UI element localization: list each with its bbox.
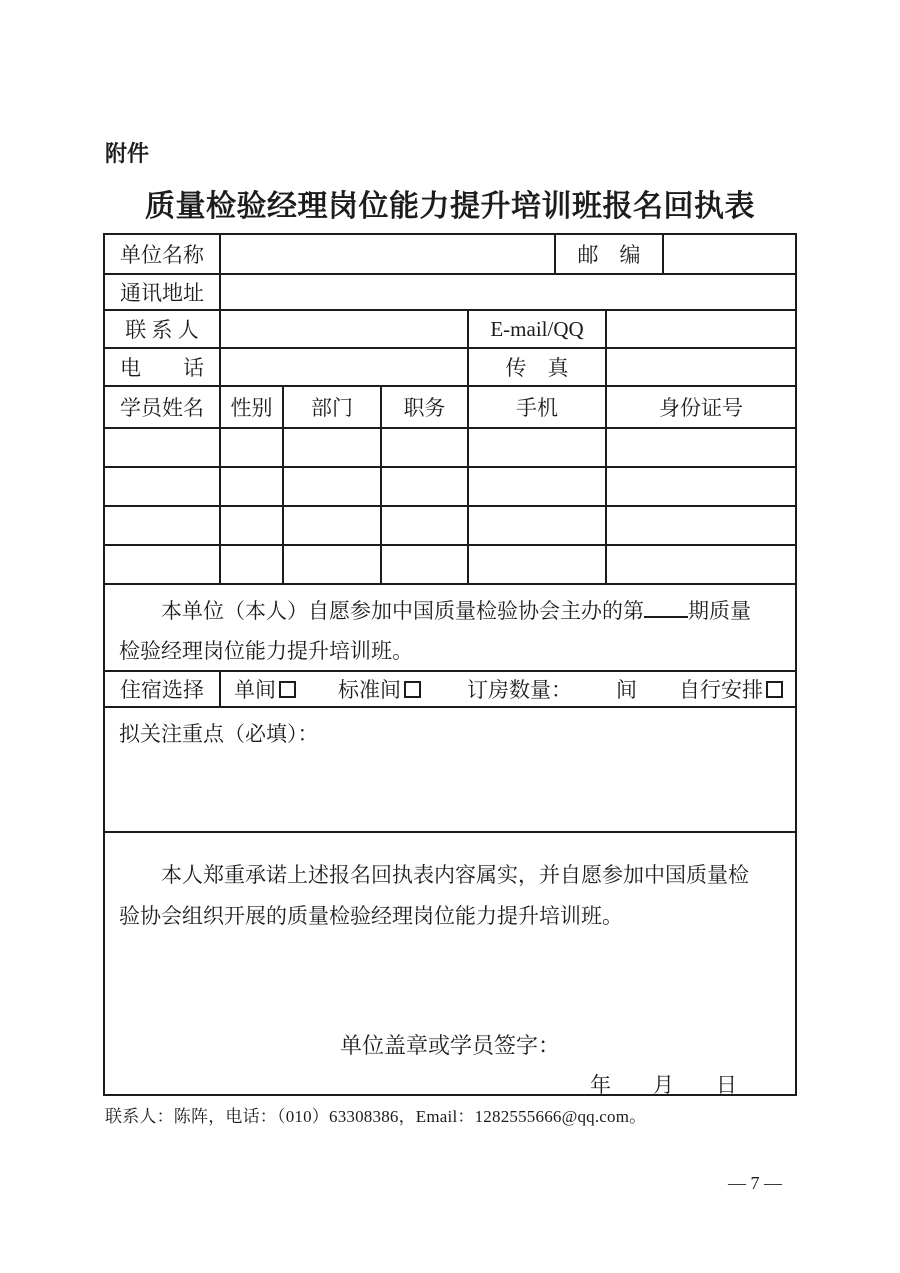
pledge-paragraph (105, 585, 795, 670)
position-header: 职务 (380, 387, 467, 427)
fax-value-cell (605, 349, 795, 385)
postal-code-label: 邮 编 (554, 235, 662, 273)
mobile-cell (467, 429, 605, 466)
id-number-header: 身份证号 (605, 387, 795, 427)
student-header-row (105, 387, 795, 429)
fax-label: 传 真 (467, 349, 605, 385)
student-empty-row (105, 468, 795, 507)
student-name-cell (105, 546, 219, 583)
gender-cell (219, 507, 282, 544)
pledge-text-after-blank: 期质量 (688, 599, 751, 623)
focus-row (105, 708, 795, 833)
id-number-cell (605, 429, 795, 466)
commitment-line-2: 验协会组织开展的质量检验经理岗位能力提升培训班。 (119, 904, 623, 928)
accommodation-label: 住宿选择 (120, 678, 204, 702)
contact-value-cell (219, 311, 467, 347)
postal-code-value-cell (662, 235, 795, 273)
phone-label: 电 话 (120, 356, 204, 380)
id-number-cell (605, 546, 795, 583)
focus-section (105, 708, 795, 831)
gender-cell (219, 546, 282, 583)
commitment-row (105, 833, 795, 1097)
pledge-row (105, 585, 795, 672)
self-arrange-label: 自行安排 (679, 678, 763, 702)
department-cell (282, 429, 380, 466)
student-name-header: 学员姓名 (120, 396, 204, 420)
student-name-cell (105, 429, 219, 466)
address-label: 通讯地址 (120, 281, 204, 305)
address-value-cell (219, 275, 795, 309)
student-empty-row (105, 507, 795, 546)
gender-header: 性别 (219, 387, 282, 427)
position-cell (380, 429, 467, 466)
email-label: E-mail/QQ (467, 311, 605, 347)
mobile-header: 手机 (467, 387, 605, 427)
focus-label: 拟关注重点（必填）： (119, 722, 319, 746)
signature-label: 单位盖章或学员签字： (339, 1033, 560, 1058)
self-arrange-option (679, 674, 783, 704)
booking-quantity-label: 订房数量： (467, 678, 572, 702)
attachment-label: 附件 (105, 142, 150, 167)
department-cell (282, 546, 380, 583)
student-empty-row (105, 546, 795, 585)
single-room-option (234, 674, 296, 704)
commitment-section (105, 833, 795, 1097)
position-cell (380, 546, 467, 583)
mobile-cell (467, 546, 605, 583)
gender-cell (219, 468, 282, 505)
email-value-cell (605, 311, 795, 347)
contact-label: 联 系 人 (125, 318, 199, 342)
self-arrange-checkbox (766, 681, 783, 698)
unit-name-value-cell (219, 235, 554, 273)
id-number-cell (605, 507, 795, 544)
page-number: — 7 — (728, 1173, 782, 1193)
footer-contact-info: 联系人：陈阵，电话：（010）63308386，Email：1282555666@qq.com。 (105, 1107, 647, 1126)
pledge-text-before-blank: 本单位（本人）自愿参加中国质量检验协会主办的第 (161, 599, 644, 623)
row-address (105, 275, 795, 311)
student-empty-row (105, 429, 795, 468)
department-cell (282, 507, 380, 544)
standard-room-option (338, 674, 421, 704)
pledge-line-1 (119, 591, 781, 631)
mobile-cell (467, 507, 605, 544)
room-unit-label: 间 (616, 678, 637, 702)
standard-room-label: 标准间 (338, 678, 401, 702)
row-phone (105, 349, 795, 387)
phone-value-cell (219, 349, 467, 385)
page-title: 质量检验经理岗位能力提升培训班报名回执表 (145, 189, 755, 224)
registration-form-table (103, 233, 797, 1096)
accommodation-row (105, 672, 795, 708)
gender-cell (219, 429, 282, 466)
student-name-cell (105, 507, 219, 544)
row-contact (105, 311, 795, 349)
mobile-cell (467, 468, 605, 505)
accommodation-options (219, 672, 795, 706)
unit-name-label: 单位名称 (120, 243, 204, 267)
single-room-label: 单间 (234, 678, 276, 702)
pledge-line-2: 检验经理岗位能力提升培训班。 (119, 639, 413, 663)
student-name-cell (105, 468, 219, 505)
department-cell (282, 468, 380, 505)
row-unit-name (105, 235, 795, 275)
single-room-checkbox (279, 681, 296, 698)
id-number-cell (605, 468, 795, 505)
commitment-line-1: 本人郑重承诺上述报名回执表内容属实，并自愿参加中国质量检 (161, 863, 749, 887)
session-number-blank (644, 616, 688, 618)
position-cell (380, 507, 467, 544)
standard-room-checkbox (404, 681, 421, 698)
department-header: 部门 (282, 387, 380, 427)
position-cell (380, 468, 467, 505)
date-line: 年 月 日 (590, 1073, 737, 1097)
